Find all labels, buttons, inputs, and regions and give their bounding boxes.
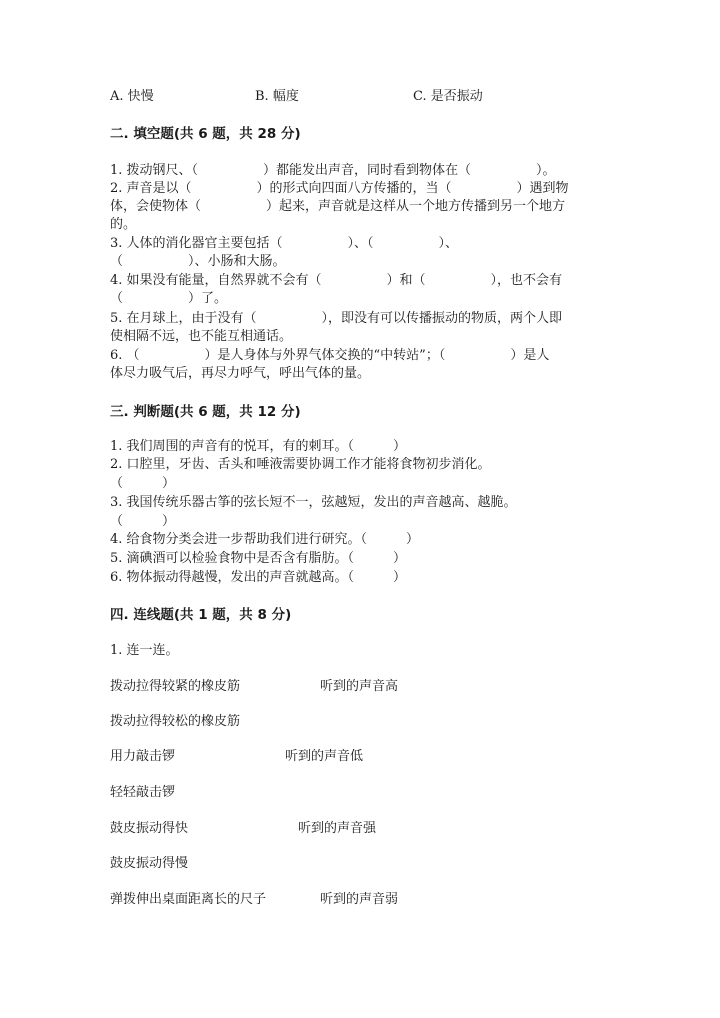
- matching-question: 1. 连一连。: [110, 643, 179, 658]
- choice-a: A. 快慢: [110, 89, 154, 104]
- judge-line: 3. 我国传统乐器古筝的弦长短不一，弦越短，发出的声音越高、越脆。: [110, 495, 517, 510]
- match-right-item: 听到的声音高: [320, 679, 399, 694]
- fill-line: 5. 在月球上，由于没有（ ），即没有可以传播振动的物质，两个人即: [110, 311, 563, 326]
- match-right-item: 听到的声音强: [298, 821, 377, 836]
- match-left-item: 鼓皮振动得慢: [110, 856, 189, 871]
- fill-line: （ ）、小肠和大肠。: [110, 254, 286, 269]
- section-heading-matching: 四. 连线题(共 1 题，共 8 分): [110, 607, 292, 623]
- match-left-item: 弹拨伸出桌面距离长的尺子: [110, 892, 267, 907]
- match-right-item: 听到的声音低: [285, 749, 364, 764]
- fill-line: 1. 拨动钢尺、（ ）都能发出声音，同时看到物体在（ ）。: [110, 163, 556, 178]
- choice-c: C. 是否振动: [413, 89, 483, 104]
- fill-line: 4. 如果没有能量，自然界就不会有（ ）和（ ），也不会有: [110, 273, 563, 288]
- fill-line: （ ）了。: [110, 291, 228, 306]
- fill-line: 体尽力吸气后，再尽力呼气，呼出气体的量。: [110, 366, 371, 381]
- fill-line: 3. 人体的消化器官主要包括（ ）、（ ）、: [110, 236, 459, 251]
- fill-line: 使相隔不远，也不能互相通话。: [110, 329, 293, 344]
- judge-line: 5. 滴碘酒可以检验食物中是否含有脂肪。（ ）: [110, 551, 407, 566]
- match-left-item: 轻轻敲击锣: [110, 785, 176, 800]
- judge-line: 1. 我们周围的声音有的悦耳，有的刺耳。（ ）: [110, 439, 407, 454]
- match-right-item: 听到的声音弱: [320, 892, 399, 907]
- fill-line: 体，会使物体（ ）起来，声音就是这样从一个地方传播到另一个地方: [110, 199, 566, 214]
- section-heading-true-false: 三. 判断题(共 6 题，共 12 分): [110, 404, 301, 420]
- judge-line: （ ）: [110, 476, 176, 491]
- match-left-item: 拨动拉得较松的橡皮筋: [110, 714, 241, 729]
- choice-b: B. 幅度: [255, 89, 299, 104]
- fill-line: 的。: [110, 217, 137, 232]
- match-left-item: 拨动拉得较紧的橡皮筋: [110, 679, 241, 694]
- match-left-item: 鼓皮振动得快: [110, 821, 189, 836]
- judge-line: （ ）: [110, 514, 176, 529]
- section-heading-fill-blank: 二. 填空题(共 6 题，共 28 分): [110, 126, 301, 142]
- judge-line: 6. 物体振动得越慢，发出的声音就越高。（ ）: [110, 570, 407, 585]
- judge-line: 2. 口腔里，牙齿、舌头和唾液需要协调工作才能将食物初步消化。: [110, 457, 491, 472]
- fill-line: 6. （ ）是人身体与外界气体交换的“中转站”；（ ）是人: [110, 348, 550, 363]
- match-left-item: 用力敲击锣: [110, 749, 176, 764]
- judge-line: 4. 给食物分类会进一步帮助我们进行研究。（ ）: [110, 532, 420, 547]
- fill-line: 2. 声音是以（ ）的形式向四面八方传播的，当（ ）遇到物: [110, 181, 569, 196]
